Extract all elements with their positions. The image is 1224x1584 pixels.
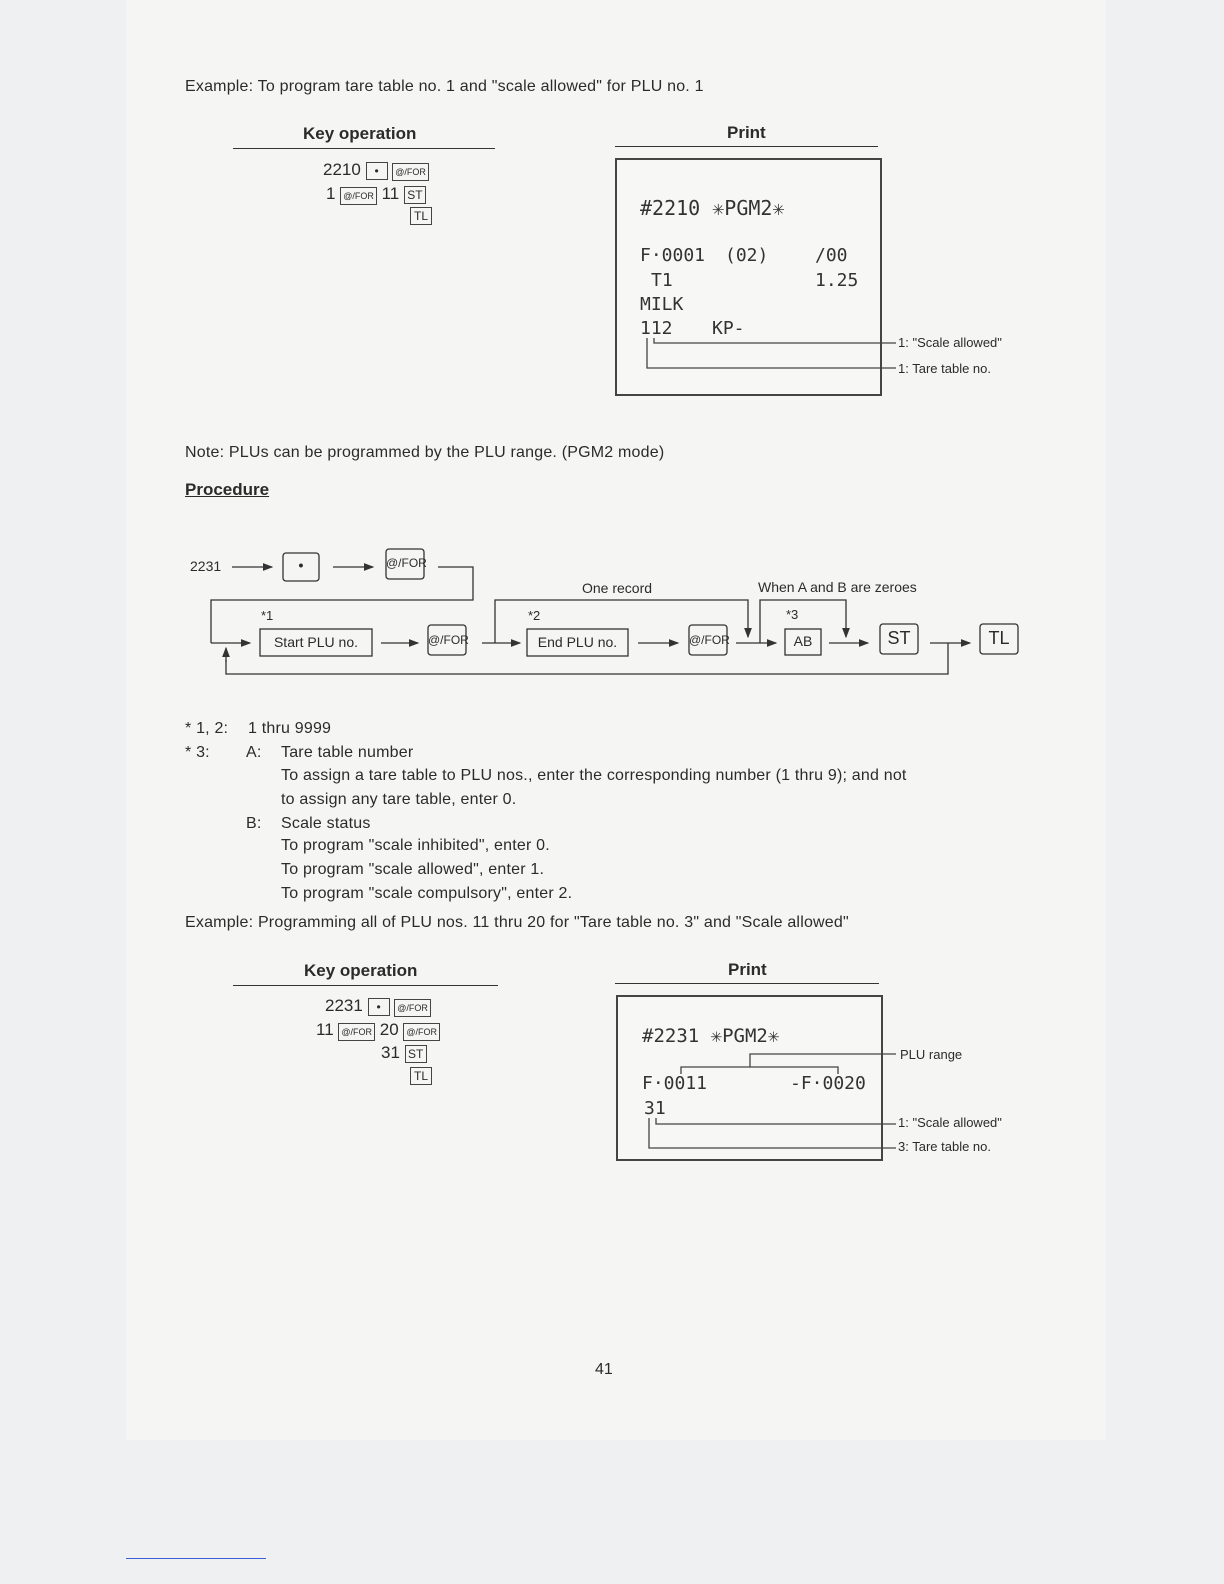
callout-tare-table: 3: Tare table no.: [898, 1139, 991, 1154]
callout-tare-table: 1: Tare table no.: [898, 361, 991, 376]
key-number: 31: [381, 1043, 400, 1062]
key-number: 11: [316, 1020, 334, 1039]
receipt-plu-start: F·0011: [642, 1073, 708, 1094]
key-operation-heading-2: Key operation: [304, 961, 418, 980]
for-key: @/FOR: [340, 187, 377, 205]
receipt-item-name: MILK: [640, 294, 684, 315]
key-number: 20: [379, 1020, 399, 1039]
key-number: 2231: [325, 996, 363, 1015]
receipt-setting: 112: [640, 318, 673, 339]
flow-for-key-1: @/FOR: [386, 556, 427, 570]
callout-scale-allowed: 1: "Scale allowed": [898, 335, 1002, 350]
flow-st-key: ST: [887, 628, 911, 648]
procedure-heading: Procedure: [185, 480, 270, 499]
flow-star1: *1: [261, 608, 274, 623]
note-b-label: B:: [246, 815, 262, 832]
for-key: @/FOR: [338, 1023, 375, 1041]
print-heading-2: Print: [728, 960, 767, 979]
print-heading: Print: [727, 123, 766, 142]
receipt-header: #2231 ✳PGM2✳: [642, 1025, 780, 1047]
key-number: 1: [326, 184, 336, 203]
page-number: 41: [595, 1361, 613, 1378]
example2-title: Example: Programming all of PLU nos. 11 thru 20 for "Tare table no. 3" and "Scale allowed": [185, 914, 849, 931]
st-key: ST: [404, 186, 426, 204]
receipt-kp: KP-: [712, 318, 745, 339]
flow-decimal-key: •: [298, 557, 304, 573]
flow-start-plu: Start PLU no.: [273, 634, 359, 650]
note-b-desc2: To program "scale allowed", enter 1.: [281, 861, 545, 878]
note-b-desc3: To program "scale compulsory", enter 2.: [281, 885, 573, 902]
note-3-mark: * 3:: [185, 744, 210, 761]
flow-tl-key: TL: [988, 628, 1010, 648]
note-a-label: A:: [246, 744, 262, 761]
note-a-desc1: To assign a tare table to PLU nos., enter the corresponding number (1 thru 9); and not: [281, 767, 907, 784]
decimal-key: •: [368, 998, 390, 1016]
receipt-tax: T1: [651, 270, 673, 291]
key-operation-heading: Key operation: [303, 124, 417, 143]
note-b-desc1: To program "scale inhibited", enter 0.: [281, 837, 550, 854]
flow-one-record-label: One record: [582, 580, 653, 596]
receipt-header: #2210 ✳PGM2✳: [640, 196, 785, 220]
receipt-code: (02): [725, 245, 769, 266]
note-a-desc2: to assign any tare table, enter 0.: [281, 791, 517, 808]
for-key: @/FOR: [392, 163, 429, 181]
flow-star2: *2: [528, 608, 541, 623]
callout-plu-range: PLU range: [900, 1047, 963, 1062]
receipt-plu: F·0001: [640, 245, 706, 266]
footnote-rule: [126, 1558, 266, 1559]
receipt-suffix: /00: [815, 245, 848, 266]
note-1-2-text: 1 thru 9999: [248, 720, 332, 737]
receipt-setting: 31: [644, 1098, 666, 1119]
st-key: ST: [405, 1045, 427, 1063]
for-key: @/FOR: [394, 999, 431, 1017]
flow-end-plu: End PLU no.: [537, 634, 618, 650]
tl-key: TL: [410, 1067, 432, 1085]
flow-for-key-3: @/FOR: [689, 633, 730, 647]
receipt-plu-end: -F·0020: [790, 1073, 866, 1094]
flow-zero-label: When A and B are zeroes: [758, 579, 917, 595]
flow-for-key-2: @/FOR: [428, 633, 469, 647]
note-b-title: Scale status: [281, 815, 371, 832]
note-a-title: Tare table number: [281, 744, 414, 761]
receipt-price: 1.25: [815, 270, 859, 291]
for-key: @/FOR: [403, 1023, 440, 1041]
flow-ab-input: AB: [793, 633, 813, 649]
tl-key: TL: [410, 207, 432, 225]
example1-title: Example: To program tare table no. 1 and "scale allowed" for PLU no. 1: [185, 78, 704, 95]
flow-start-code: 2231: [190, 558, 222, 574]
note-1-2-mark: * 1, 2:: [185, 720, 229, 737]
decimal-key: •: [366, 162, 388, 180]
flow-star3: *3: [786, 607, 799, 622]
key-number: 2210: [323, 160, 361, 179]
callout-scale-allowed: 1: "Scale allowed": [898, 1115, 1002, 1130]
key-number: 11: [381, 184, 400, 203]
note-text: Note: PLUs can be programmed by the PLU range. (PGM2 mode): [185, 444, 665, 461]
